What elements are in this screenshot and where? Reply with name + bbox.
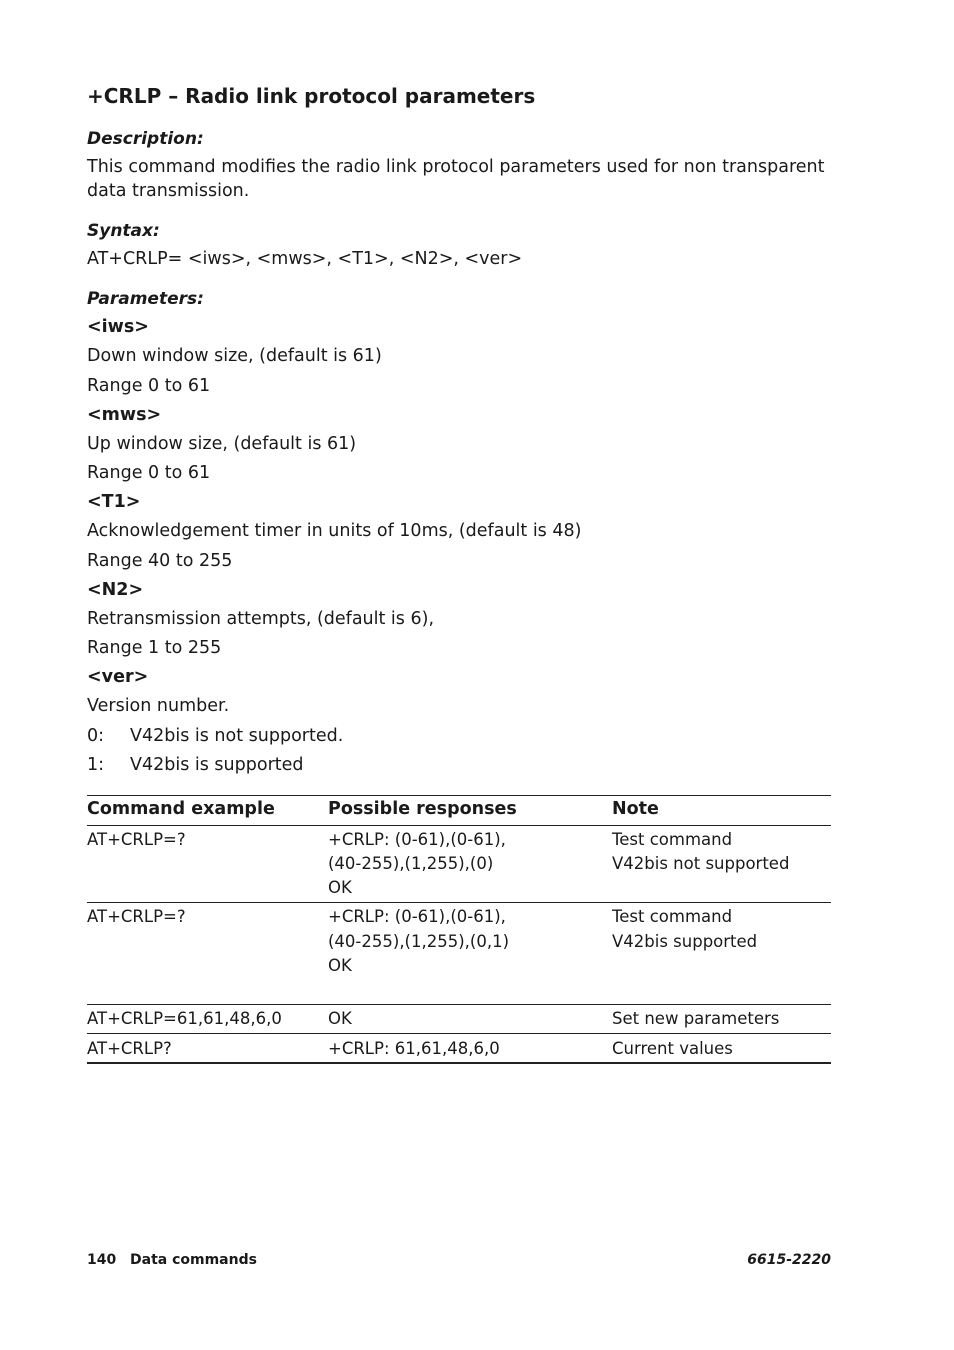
syntax-heading: Syntax: xyxy=(87,221,160,241)
description-line-1: This command modifies the radio link protocol parameters used for non transparent xyxy=(87,157,825,177)
table-cell-note: Test command xyxy=(612,907,733,926)
table-cell-response: +CRLP: 61,61,48,6,0 xyxy=(328,1039,500,1058)
table-cell-command: AT+CRLP=61,61,48,6,0 xyxy=(87,1009,282,1028)
table-cell-command: AT+CRLP=? xyxy=(87,907,186,926)
table-cell-response: OK xyxy=(328,956,352,975)
table-cell-response: (40-255),(1,255),(0) xyxy=(328,854,494,873)
table-cell-note: V42bis supported xyxy=(612,932,758,951)
table-rule xyxy=(87,825,831,826)
ver-value-code: 0: xyxy=(87,726,105,746)
table-rule xyxy=(87,902,831,903)
table-rule xyxy=(87,1004,831,1005)
table-cell-note: V42bis not supported xyxy=(612,854,790,873)
param-iws-name: <iws> xyxy=(87,317,149,337)
syntax-text: AT+CRLP= <iws>, <mws>, <T1>, <N2>, <ver> xyxy=(87,249,523,269)
param-ver-name: <ver> xyxy=(87,667,149,687)
footer-section: Data commands xyxy=(130,1252,257,1268)
param-n2-range: Range 1 to 255 xyxy=(87,638,222,658)
table-cell-note: Test command xyxy=(612,830,733,849)
table-cell-response: +CRLP: (0-61),(0-61), xyxy=(328,907,506,926)
table-cell-response: OK xyxy=(328,1009,352,1028)
param-t1-desc: Acknowledgement timer in units of 10ms, (default is 48) xyxy=(87,521,582,541)
table-cell-note: Current values xyxy=(612,1039,733,1058)
ver-value-text: V42bis is not supported. xyxy=(130,726,344,746)
table-cell-response: OK xyxy=(328,878,352,897)
table-cell-command: AT+CRLP=? xyxy=(87,830,186,849)
param-ver-desc: Version number. xyxy=(87,696,230,716)
table-rule-bottom xyxy=(87,1062,831,1064)
table-rule-top xyxy=(87,795,831,796)
table-cell-command: AT+CRLP? xyxy=(87,1039,172,1058)
param-t1-name: <T1> xyxy=(87,492,141,512)
parameters-heading: Parameters: xyxy=(87,289,204,309)
description-line-2: data transmission. xyxy=(87,181,250,201)
ver-value-text: V42bis is supported xyxy=(130,755,304,775)
table-header-responses: Possible responses xyxy=(328,799,517,819)
table-header-note: Note xyxy=(612,799,659,819)
table-header-command: Command example xyxy=(87,799,275,819)
table-cell-note: Set new parameters xyxy=(612,1009,780,1028)
footer-page-number: 140 xyxy=(87,1252,117,1268)
param-iws-desc: Down window size, (default is 61) xyxy=(87,346,382,366)
table-cell-response: (40-255),(1,255),(0,1) xyxy=(328,932,510,951)
param-t1-range: Range 40 to 255 xyxy=(87,551,233,571)
ver-value-code: 1: xyxy=(87,755,105,775)
param-n2-desc: Retransmission attempts, (default is 6), xyxy=(87,609,435,629)
table-rule xyxy=(87,1033,831,1034)
table-cell-response: +CRLP: (0-61),(0-61), xyxy=(328,830,506,849)
description-heading: Description: xyxy=(87,129,204,149)
page-title: +CRLP – Radio link protocol parameters xyxy=(87,84,536,108)
param-mws-name: <mws> xyxy=(87,405,162,425)
param-iws-range: Range 0 to 61 xyxy=(87,376,211,396)
footer-doc-number: 6615-2220 xyxy=(747,1252,831,1268)
param-mws-desc: Up window size, (default is 61) xyxy=(87,434,357,454)
param-n2-name: <N2> xyxy=(87,580,144,600)
param-mws-range: Range 0 to 61 xyxy=(87,463,211,483)
